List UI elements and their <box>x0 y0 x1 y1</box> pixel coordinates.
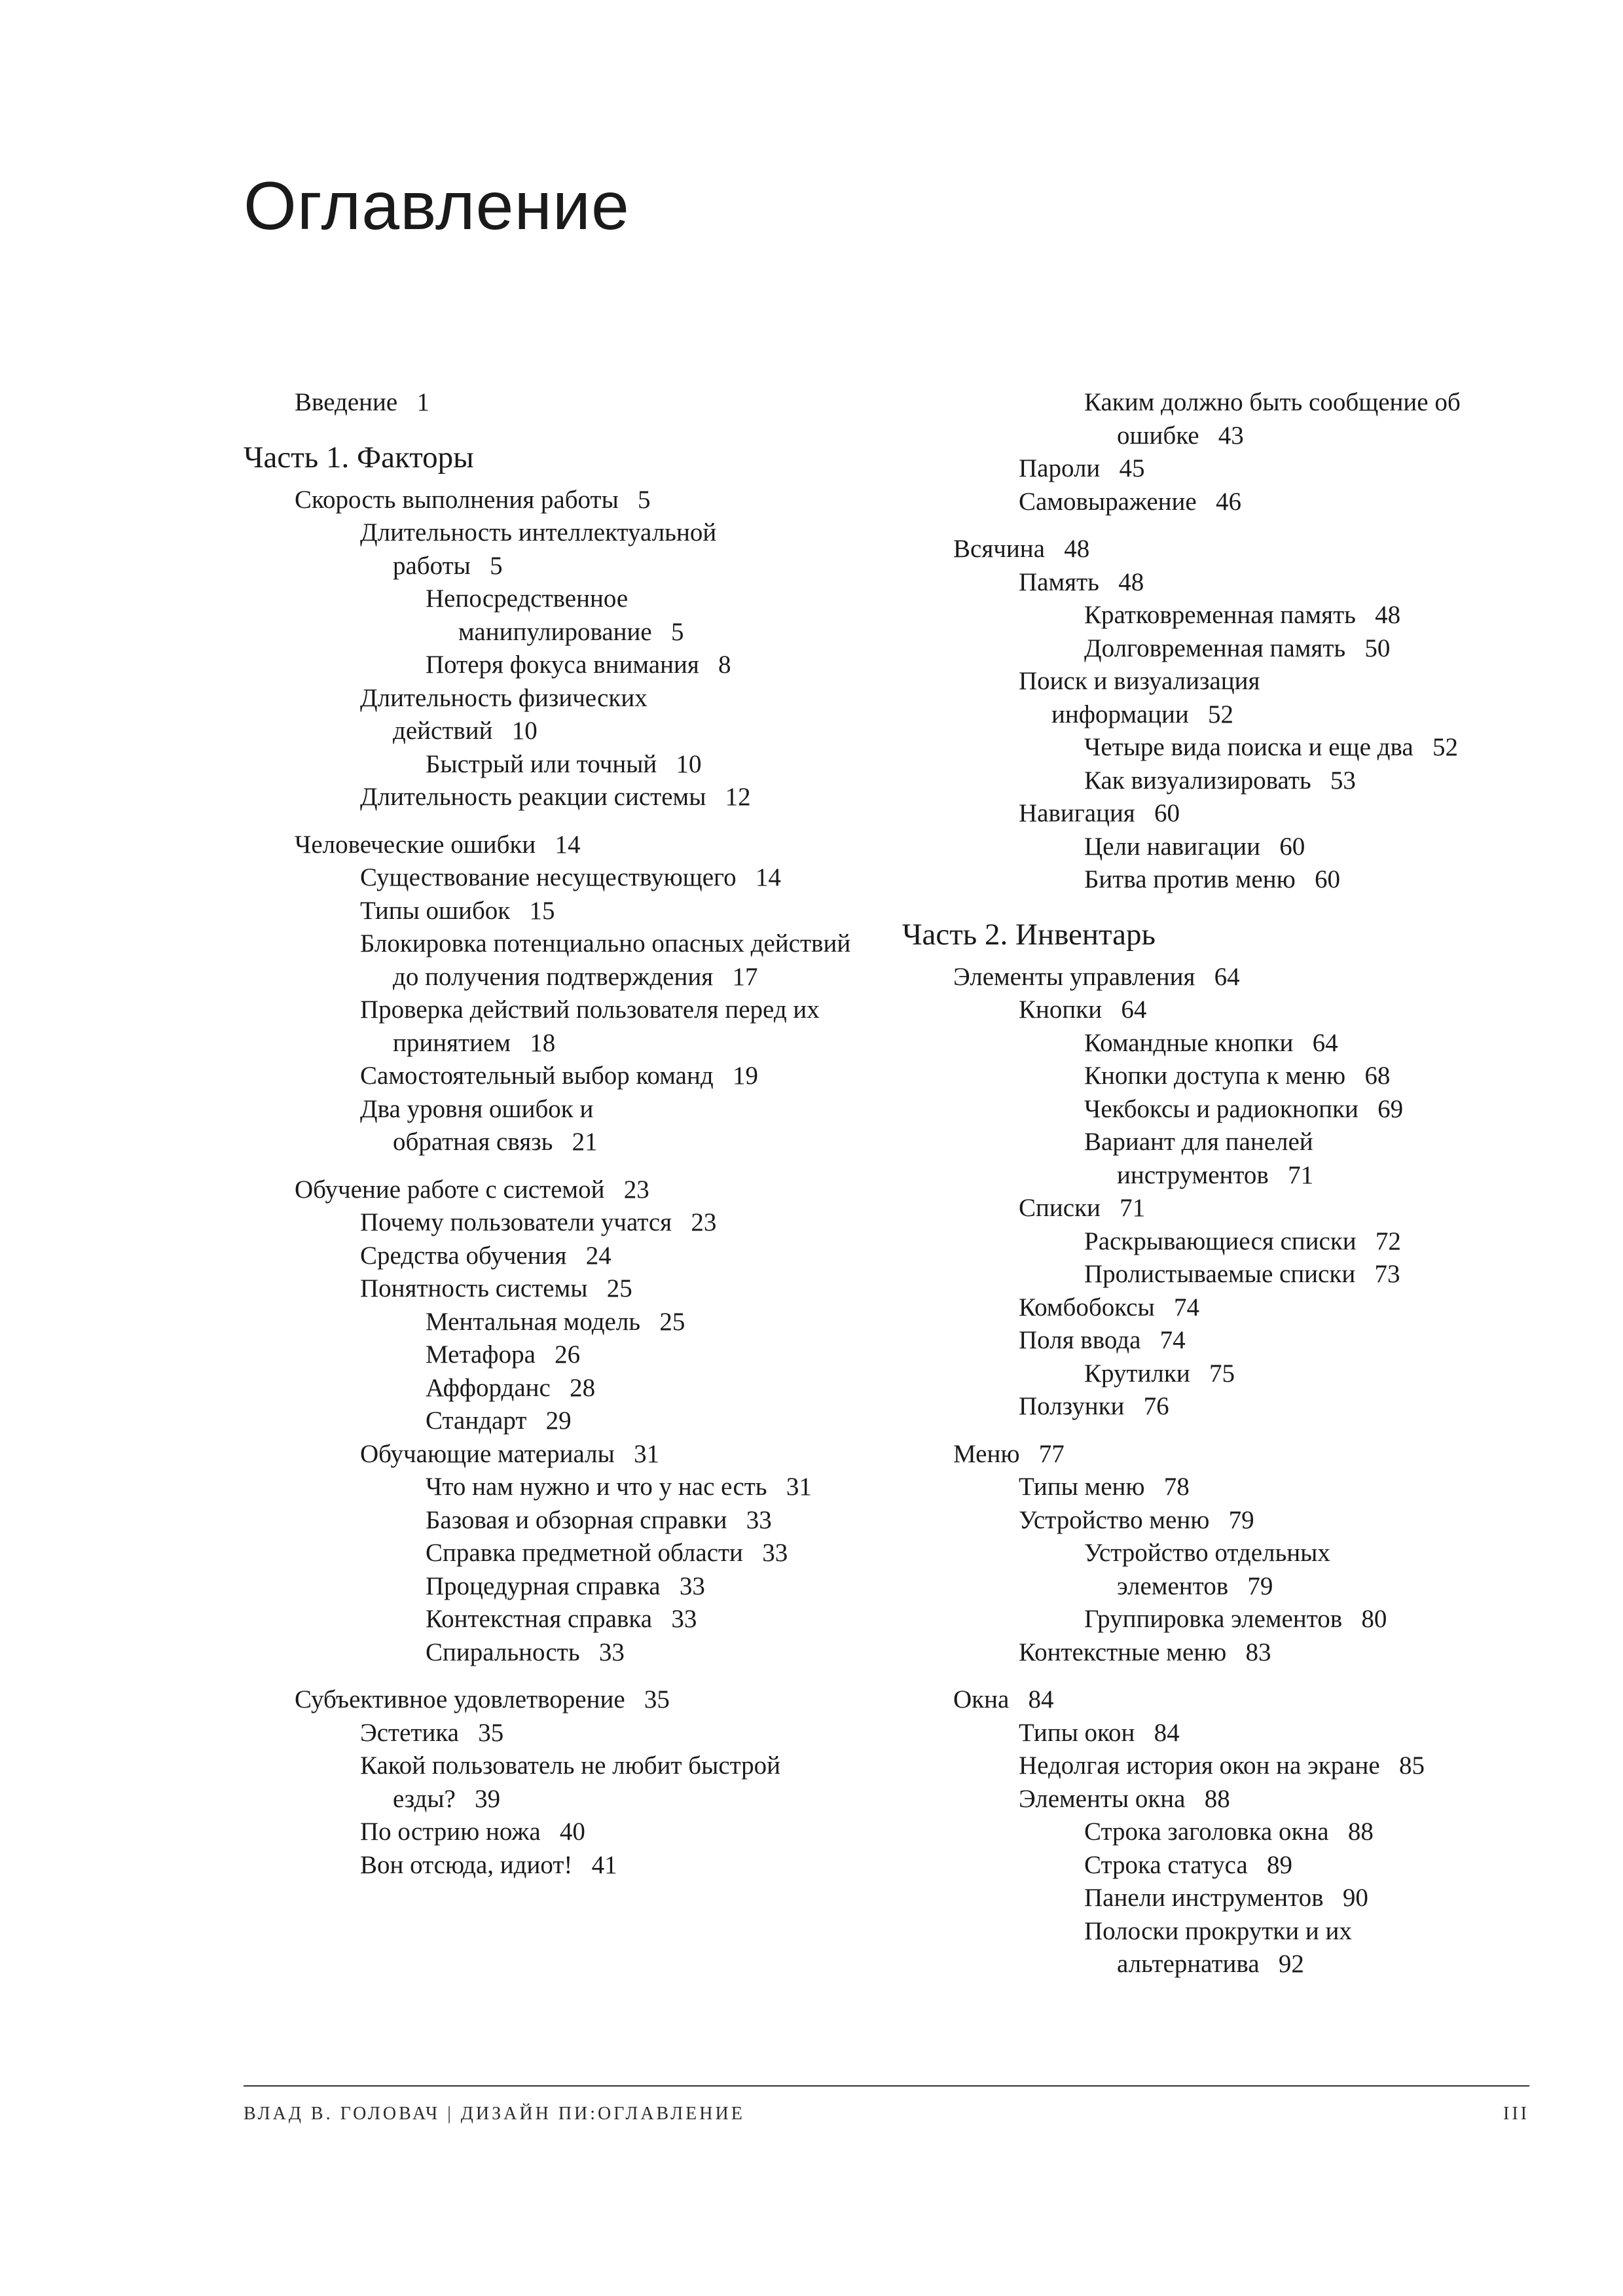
toc-entry-text: Навигация <box>1019 799 1135 827</box>
toc-page-number: 84 <box>1154 1718 1180 1747</box>
toc-entry[interactable] <box>1084 1915 1457 1981</box>
toc-page-number: 79 <box>1228 1505 1254 1534</box>
toc-entry[interactable] <box>426 1405 872 1438</box>
toc-entry-text: Проверка действий пользователя перед их принятием <box>360 996 820 1057</box>
toc-entry[interactable] <box>360 1060 872 1093</box>
toc-page-number: 92 <box>1278 1950 1304 1978</box>
toc-entry[interactable] <box>360 1749 799 1816</box>
toc-page-number: 14 <box>555 830 581 859</box>
toc-entry[interactable] <box>1084 1027 1531 1060</box>
toc-page-number: 48 <box>1375 601 1401 629</box>
toc-entry[interactable] <box>1019 1291 1531 1325</box>
toc-entry[interactable] <box>1084 731 1531 764</box>
toc-page-number: 43 <box>1218 421 1244 450</box>
toc-entry[interactable] <box>1084 1126 1431 1192</box>
toc-entry-text: Спиральность <box>426 1638 580 1666</box>
toc-page-number: 19 <box>732 1062 758 1090</box>
toc-entry[interactable] <box>1084 1093 1531 1126</box>
part-heading[interactable]: Часть 1. Факторы <box>244 440 474 475</box>
toc-entry[interactable] <box>360 861 872 895</box>
toc-page-number: 64 <box>1312 1028 1338 1057</box>
toc-entry-text: Два уровня ошибок и обратная связь <box>360 1094 594 1156</box>
toc-entry[interactable] <box>1084 764 1531 798</box>
toc-page-number: 60 <box>1279 832 1305 861</box>
toc-entry-text: Элементы окна <box>1019 1784 1186 1813</box>
toc-page-number: 52 <box>1432 733 1458 761</box>
toc-entry-text: Четыре вида поиска и еще два <box>1084 733 1413 761</box>
toc-entry-text: Цели навигации <box>1084 832 1260 861</box>
toc-entry-text: Кнопки <box>1019 996 1103 1024</box>
toc-entry-text: Процедурная справка <box>426 1571 661 1600</box>
toc-entry[interactable] <box>426 1338 872 1372</box>
toc-entry-text: Понятность системы <box>360 1274 588 1302</box>
toc-entry[interactable] <box>1019 797 1531 831</box>
toc-entry-text: Потеря фокуса внимания <box>426 651 699 679</box>
toc-entry[interactable] <box>1019 566 1531 600</box>
toc-entry[interactable] <box>1019 452 1531 486</box>
toc-entry-text: Существование несуществующего <box>360 863 737 891</box>
toc-entry-text: Группировка элементов <box>1084 1605 1343 1633</box>
toc-entry-text: Стандарт <box>426 1407 527 1435</box>
toc-page-number: 26 <box>555 1340 581 1369</box>
toc-entry-text: Почему пользователи учатся <box>360 1208 672 1236</box>
toc-page-number: 23 <box>623 1175 649 1204</box>
toc-entry[interactable] <box>426 1537 872 1570</box>
toc-entry-text: Чекбоксы и радиокнопки <box>1084 1094 1359 1123</box>
toc-entry[interactable] <box>426 1603 872 1636</box>
part-heading[interactable]: Часть 2. Инвентарь <box>902 917 1156 952</box>
toc-page-number: 77 <box>1038 1439 1065 1468</box>
toc-page-number: 31 <box>786 1473 812 1501</box>
toc-page-number: 33 <box>679 1571 705 1600</box>
toc-page-number: 69 <box>1377 1094 1404 1123</box>
toc-page-number: 33 <box>746 1505 772 1534</box>
toc-page-number: 18 <box>530 1028 556 1057</box>
toc-entry[interactable] <box>426 1471 825 1504</box>
toc-page-number: 31 <box>634 1439 660 1468</box>
footer-running-title: ВЛАД В. ГОЛОВАЧ | ДИЗАЙН ПИ:ОГЛАВЛЕНИЕ <box>244 2104 745 2124</box>
toc-page-number: 5 <box>490 551 503 580</box>
toc-entry[interactable] <box>1084 831 1531 864</box>
toc-entry-text: Обучающие материалы <box>360 1439 615 1468</box>
toc-entry-text: Командные кнопки <box>1084 1028 1294 1057</box>
toc-entry-text: Списки <box>1019 1194 1101 1222</box>
toc-entry[interactable] <box>1084 1225 1531 1259</box>
toc-entry[interactable] <box>1084 1060 1531 1093</box>
toc-entry-text: Введение <box>295 388 398 416</box>
toc-entry-text: Элементы управления <box>953 962 1195 991</box>
toc-page-number: 60 <box>1154 799 1180 827</box>
toc-entry-text: Всячина <box>953 535 1045 563</box>
toc-entry-text: Крутилки <box>1084 1359 1190 1388</box>
toc-page-number: 25 <box>659 1307 685 1336</box>
toc-page-number: 28 <box>570 1373 596 1402</box>
toc-entry-text: Полоски прокрутки и их альтернатива <box>1084 1916 1352 1978</box>
toc-page-number: 89 <box>1266 1850 1292 1879</box>
toc-page-number: 8 <box>718 651 731 679</box>
toc-page-number: 76 <box>1143 1392 1169 1420</box>
toc-entry[interactable] <box>1019 1504 1531 1537</box>
toc-entry-text: Поиск и визуализация информации <box>1019 667 1260 728</box>
toc-entry[interactable] <box>953 1683 1531 1717</box>
toc-entry-text: Устройство отдельных элементов <box>1084 1539 1330 1600</box>
toc-page-number: 41 <box>591 1850 617 1879</box>
toc-page-number: 71 <box>1120 1194 1146 1222</box>
toc-entry[interactable] <box>360 1816 872 1849</box>
toc-entry-text: Долговременная память <box>1084 634 1346 662</box>
toc-page-number: 85 <box>1398 1751 1425 1780</box>
toc-entry-text: Контекстные меню <box>1019 1638 1227 1666</box>
toc-page-number: 17 <box>732 962 758 991</box>
toc-entry[interactable] <box>360 994 838 1060</box>
toc-entry-text: Что нам нужно и что у нас есть <box>426 1473 767 1501</box>
toc-page-number: 74 <box>1159 1326 1186 1354</box>
toc-entry-text: Каким должно быть сообщение об ошибке <box>1084 388 1461 450</box>
toc-entry[interactable] <box>360 1717 872 1750</box>
toc-page-number: 75 <box>1209 1359 1235 1388</box>
toc-entry[interactable] <box>360 1093 681 1159</box>
toc-entry-text: Раскрывающиеся списки <box>1084 1227 1357 1255</box>
toc-entry[interactable] <box>953 1438 1531 1471</box>
toc-entry[interactable] <box>1019 1471 1531 1504</box>
toc-entry[interactable] <box>360 1272 872 1306</box>
toc-page-number: 88 <box>1204 1784 1230 1813</box>
toc-entry-text: Эстетика <box>360 1718 459 1747</box>
toc-entry-text: Устройство меню <box>1019 1505 1210 1534</box>
toc-entry[interactable] <box>360 1240 872 1273</box>
toc-entry[interactable] <box>1084 1603 1531 1636</box>
toc-entry[interactable] <box>953 533 1531 566</box>
toc-page-number: 74 <box>1173 1293 1199 1321</box>
toc-entry-text: Непосредственное манипулирование <box>426 584 652 646</box>
toc-entry-text: Как визуализировать <box>1084 766 1311 795</box>
toc-entry-text: Кнопки доступа к меню <box>1084 1062 1346 1090</box>
toc-entry-text: Окна <box>953 1685 1010 1713</box>
toc-entry-text: Аффорданс <box>426 1373 551 1402</box>
toc-entry-text: Быстрый или точный <box>426 749 657 778</box>
toc-page-number: 45 <box>1119 454 1145 482</box>
toc-entry-text: Типы меню <box>1019 1473 1145 1501</box>
toc-entry[interactable] <box>360 895 872 928</box>
toc-entry-text: Строка статуса <box>1084 1850 1248 1879</box>
toc-page-number: 84 <box>1028 1685 1054 1713</box>
toc-entry[interactable] <box>426 583 799 649</box>
toc-entry-text: Обучение работе с системой <box>295 1175 605 1204</box>
toc-entry[interactable] <box>1019 1717 1531 1750</box>
toc-entry[interactable] <box>295 1683 872 1717</box>
toc-entry[interactable] <box>1084 863 1531 897</box>
toc-entry-text: Комбобоксы <box>1019 1293 1155 1321</box>
toc-entry[interactable] <box>1084 632 1531 666</box>
toc-page-number: 72 <box>1375 1227 1401 1255</box>
toc-entry[interactable] <box>360 1206 872 1240</box>
toc-entry-text: Строка заголовка окна <box>1084 1818 1329 1846</box>
toc-entry-text: Память <box>1019 567 1099 596</box>
toc-page-number: 79 <box>1247 1571 1273 1600</box>
toc-entry-text: Контекстная справка <box>426 1605 653 1633</box>
toc-entry[interactable] <box>295 386 872 420</box>
toc-entry-text: Вон отсюда, идиот! <box>360 1850 573 1879</box>
toc-page-number: 48 <box>1064 535 1090 563</box>
toc-page-number: 90 <box>1342 1884 1368 1912</box>
toc-entry[interactable] <box>426 1372 872 1405</box>
toc-entry-text: Пролистываемые списки <box>1084 1260 1356 1288</box>
toc-entry-text: Кратковременная память <box>1084 601 1356 629</box>
toc-entry-text: Блокировка потенциально опасных действий до получения подтверждения <box>360 929 851 991</box>
toc-entry-text: Типы окон <box>1019 1718 1135 1747</box>
toc-entry[interactable] <box>953 961 1531 994</box>
toc-page-number: 10 <box>511 717 538 745</box>
toc-entry-text: Меню <box>953 1439 1020 1468</box>
toc-entry[interactable] <box>1019 994 1531 1027</box>
toc-page-number: 1 <box>416 388 429 416</box>
toc-entry[interactable] <box>295 829 872 862</box>
toc-entry[interactable] <box>1019 486 1531 519</box>
toc-page-number: 24 <box>585 1241 611 1270</box>
toc-entry[interactable] <box>426 1636 872 1670</box>
toc-entry[interactable] <box>1084 386 1562 452</box>
toc-entry[interactable] <box>1084 599 1531 632</box>
toc-entry-text: Метафора <box>426 1340 536 1369</box>
toc-page-number: 78 <box>1163 1473 1190 1501</box>
toc-entry-text: Типы ошибок <box>360 896 511 925</box>
toc-page-number: 33 <box>762 1539 788 1567</box>
toc-page-number: 39 <box>475 1784 501 1813</box>
toc-page-number: 29 <box>545 1407 572 1435</box>
toc-page-number: 25 <box>606 1274 632 1302</box>
toc-page-number: 50 <box>1364 634 1391 662</box>
toc-entry[interactable] <box>1084 1258 1531 1291</box>
page-title: Оглавление <box>244 168 630 244</box>
toc-page-number: 33 <box>598 1638 625 1666</box>
toc-page-number: 52 <box>1208 700 1234 728</box>
toc-entry[interactable] <box>1084 1357 1531 1391</box>
toc-page-number: 35 <box>478 1718 504 1747</box>
toc-page-number: 46 <box>1215 487 1241 516</box>
toc-entry-text: Поля ввода <box>1019 1326 1141 1354</box>
toc-entry[interactable] <box>360 927 877 994</box>
toc-page-number: 21 <box>572 1128 598 1156</box>
toc-page-number: 71 <box>1288 1160 1314 1189</box>
toc-entry[interactable] <box>360 516 812 583</box>
toc-entry[interactable] <box>295 1174 872 1207</box>
toc-entry[interactable] <box>1084 1816 1531 1849</box>
toc-entry-text: Пароли <box>1019 454 1101 482</box>
toc-entry[interactable] <box>360 682 746 748</box>
toc-entry[interactable] <box>1019 1324 1531 1357</box>
toc-page-number: 40 <box>559 1818 585 1846</box>
toc-page-number: 14 <box>755 863 781 891</box>
toc-page-number: 15 <box>529 896 555 925</box>
toc-entry-text: Вариант для панелей инструментов <box>1084 1128 1313 1189</box>
toc-entry-text: Скорость выполнения работы <box>295 485 619 514</box>
toc-entry-text: Ментальная модель <box>426 1307 641 1336</box>
toc-page-number: 68 <box>1364 1062 1391 1090</box>
toc-entry-text: Длительность физических действий <box>360 683 647 745</box>
toc-entry[interactable] <box>1019 1636 1531 1670</box>
toc-entry[interactable] <box>426 1504 872 1537</box>
toc-entry-text: Панели инструментов <box>1084 1884 1324 1912</box>
toc-page-number: 48 <box>1118 567 1144 596</box>
toc-entry[interactable] <box>1084 1849 1531 1882</box>
toc-entry[interactable] <box>426 1570 872 1604</box>
toc-column-left <box>244 386 872 1882</box>
toc-entry-text: Длительность реакции системы <box>360 783 706 811</box>
toc-page-number: 12 <box>725 783 751 811</box>
toc-entry-text: Битва против меню <box>1084 865 1296 893</box>
footer-divider <box>244 2085 1529 2087</box>
toc-entry-text: Субъективное удовлетворение <box>295 1685 625 1713</box>
toc-page-number: 88 <box>1347 1818 1374 1846</box>
toc-entry[interactable] <box>1019 1783 1531 1816</box>
toc-entry-text: Недолгая история окон на экране <box>1019 1751 1380 1780</box>
toc-column-right <box>902 386 1531 1981</box>
toc-entry-text: Человеческие ошибки <box>295 830 536 859</box>
toc-entry[interactable] <box>360 781 872 814</box>
toc-page-number: 10 <box>676 749 702 778</box>
toc-page-number: 64 <box>1214 962 1240 991</box>
toc-entry[interactable] <box>360 1849 872 1882</box>
toc-page-number: 73 <box>1374 1260 1400 1288</box>
toc-page-number: 53 <box>1330 766 1356 795</box>
toc-entry-text: Средства обучения <box>360 1241 567 1270</box>
toc-entry[interactable] <box>1019 1749 1531 1783</box>
toc-entry[interactable] <box>1084 1537 1457 1603</box>
toc-entry-text: Самовыражение <box>1019 487 1197 516</box>
toc-entry[interactable] <box>426 748 872 781</box>
toc-page-number: 5 <box>638 485 651 514</box>
toc-page-number: 35 <box>644 1685 670 1713</box>
toc-page-number: 60 <box>1314 865 1340 893</box>
toc-entry-text: Базовая и обзорная справки <box>426 1505 727 1534</box>
toc-entry[interactable] <box>1019 665 1392 731</box>
toc-entry-text: Длительность интеллектуальной работы <box>360 518 717 580</box>
toc-entry[interactable] <box>1019 1390 1531 1424</box>
toc-entry[interactable] <box>426 649 872 682</box>
toc-entry[interactable] <box>360 1438 872 1471</box>
toc-entry-text: Справка предметной области <box>426 1539 743 1567</box>
footer-page-number: III <box>1503 2104 1529 2124</box>
toc-entry-text: По острию ножа <box>360 1818 541 1846</box>
toc-page-number: 5 <box>670 617 684 646</box>
toc-page-number: 80 <box>1361 1605 1387 1633</box>
toc-entry[interactable] <box>295 484 872 517</box>
toc-entry-text: Какой пользователь не любит быстрой езды? <box>360 1751 781 1813</box>
toc-page-number: 23 <box>691 1208 717 1236</box>
toc-page-number: 83 <box>1245 1638 1271 1666</box>
toc-entry-text: Ползунки <box>1019 1392 1125 1420</box>
toc-page-number: 64 <box>1121 996 1147 1024</box>
toc-entry-text: Самостоятельный выбор команд <box>360 1062 714 1090</box>
toc-page-number: 33 <box>671 1605 697 1633</box>
toc-entry[interactable] <box>1019 1192 1531 1225</box>
toc-entry[interactable] <box>426 1306 872 1339</box>
toc-entry[interactable] <box>1084 1882 1531 1915</box>
